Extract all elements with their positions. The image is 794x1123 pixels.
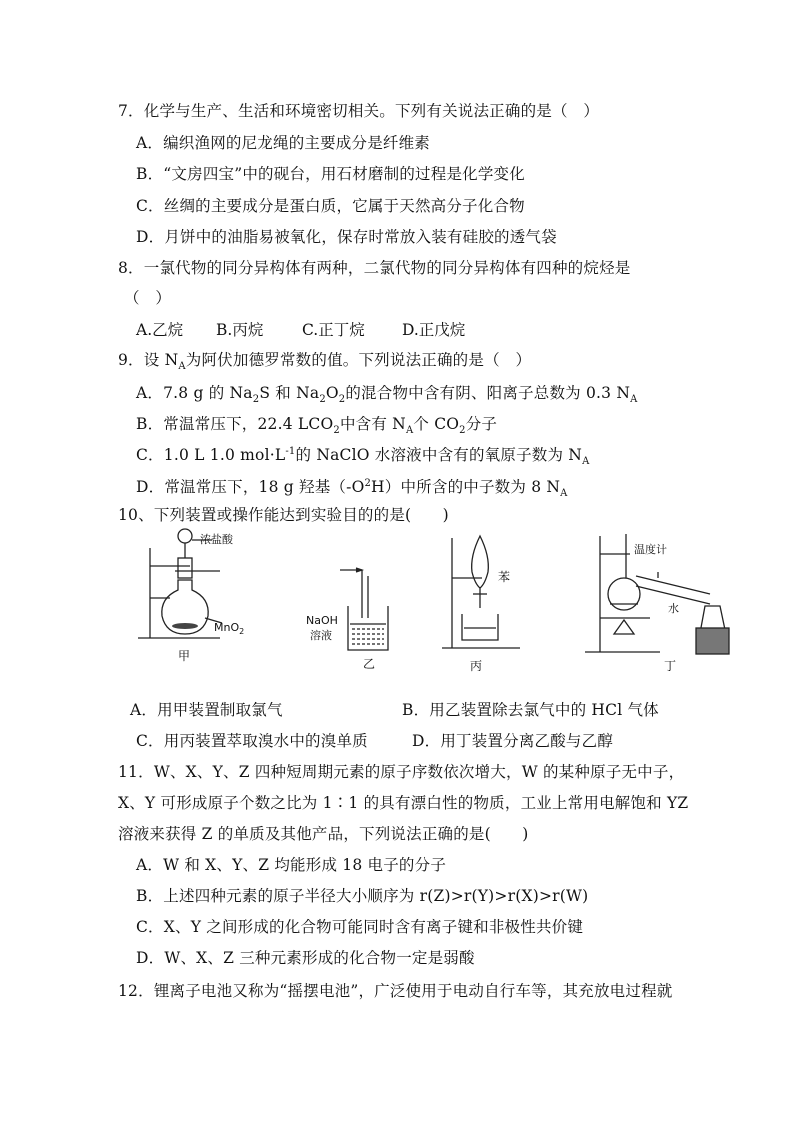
q10-option-a: A．用甲装置制取氯气 [130,701,283,719]
label-yi: 乙 [363,657,376,671]
label-water: 水 [668,602,679,615]
q12-stem: 12．锂离子电池又称为“摇摆电池”，广泛使用于电动自行车等，其充放电过程就 [118,982,673,1000]
q10-option-b: B．用乙装置除去氯气中的 HCl 气体 [402,701,659,719]
q10-option-c: C．用丙装置萃取溴水中的溴单质 [136,732,368,750]
label-thermometer: 温度计 [634,543,667,556]
q7-option-c: C．丝绸的主要成分是蛋白质，它属于天然高分子化合物 [136,197,525,215]
q10-stem: 10、下列装置或操作能达到实验目的的是( ) [118,506,449,524]
label-hcl: 浓盐酸 [200,533,233,546]
label-bing: 丙 [470,659,483,673]
q11-option-c: C．X、Y 之间形成的化合物可能同时含有离子键和非极性共价键 [136,918,584,936]
q8-option-d: D.正戊烷 [402,321,466,339]
q11-option-b: B．上述四种元素的原子半径大小顺序为 r(Z)>r(Y)>r(X)>r(W) [136,887,589,905]
label-ding: 丁 [664,659,677,673]
label-naoh: NaOH [306,614,338,627]
q8-options [136,320,536,340]
apparatus-bing [442,536,520,648]
q7-option-d: D．月饼中的油脂易被氧化，保存时常放入装有硅胶的透气袋 [136,228,557,246]
label-benzene: 苯 [498,570,511,584]
q7-option-a: A．编织渔网的尼龙绳的主要成分是纤维素 [136,134,430,152]
apparatus-yi [340,568,388,650]
q9-stem: 9．设 $N_A$为阿伏加德罗常数的值。下列说法正确的是（ ） [118,351,532,373]
q11-option-d: D．W、X、Z 三种元素形成的化合物一定是弱酸 [136,949,475,967]
q9-option-b: B．常温常压下，22.4 $LCO_2$中含有 $N_A$个 $CO_2$分子 [136,415,498,437]
q10-option-d: D．用丁装置分离乙酸与乙醇 [412,732,614,750]
label-mno2: MnO$_2$ [214,621,245,636]
label-jia: 甲 [178,649,191,663]
q11-stem-line-2: X、Y 可形成原子个数之比为 1∶1 的具有漂白性的物质，工业上常用电解饱和 YZ [118,794,689,812]
q8-stem: 8．一氯代物的同分异构体有两种，二氯代物的同分异构体有四种的烷烃是 [118,259,631,277]
q11-stem-line-3: 溶液来获得 Z 的单质及其他产品，下列说法正确的是( ) [118,825,529,843]
q9-option-d: D．常温常压下，18 g 羟基$(-O^2H)$中所含的中子数为 8 $N_A$ [136,477,568,500]
q11-stem-line-1: 11．W、X、Y、Z 四种短周期元素的原子序数依次增大，W 的某种原子无中子， [118,763,685,781]
q9-option-a: A．7.8 g 的 $Na_2S$ 和 $Na_2O_2$的混合物中含有阴、阳离子总数为 0.3 $N_A$ [136,384,638,406]
q8-option-c: C.正丁烷 [302,321,365,339]
q7-stem: 7．化学与生产、生活和环境密切相关。下列有关说法正确的是（ ） [118,102,600,120]
q10-apparatus-figure [130,528,730,678]
q8-option-b: B.丙烷 [216,321,264,339]
q7-option-b: B．“文房四宝”中的砚台，用石材磨制的过程是化学变化 [136,165,525,183]
q11-option-a: A．W 和 X、Y、Z 均能形成 18 电子的分子 [136,856,447,874]
q8-option-a: A.乙烷 [136,321,184,339]
label-naoh-solution: 溶液 [310,629,332,642]
q8-stem-cont: （ ） [124,289,172,307]
q9-option-c: C．1.0 L 1.0 $mol\cdot L^{-1}$的 NaClO 水溶液中含有的氧原子数为 $N_A$ [136,445,590,468]
